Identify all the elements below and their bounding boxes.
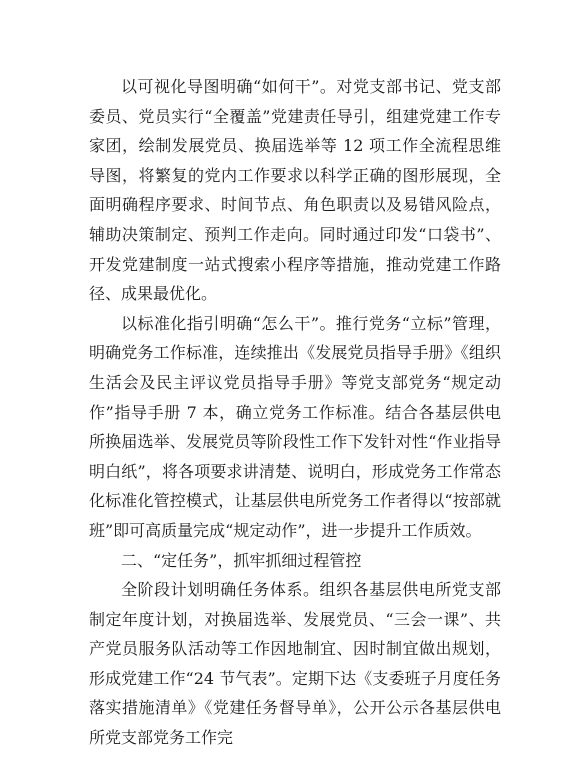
document-body [89,72,501,753]
paragraph-standardization: 以标准化指引明确“怎么干”。推行党务“立标”管理，明确党务工作标准，连续推出《发展党员指导手册》《组织生活会及民主评议党员指导手册》等党支部党务“规定动作”指导手册 7 本，确立党务工作标准。结合各基层供电所换届选举、发展党员等阶段性工作下发针对性“作业指导明白纸”，将各项要求讲清楚、说明白，形成党务工作常态化标准化管控模式，让基层供电所党务工作者得以“按部就班”即可高质量完成“规定动作”，进一步提升工作质效。 [89,313,501,540]
paragraph-visual-guide: 以可视化导图明确“如何干”。对党支部书记、党支部委员、党员实行“全覆盖”党建责任导引，组建党建工作专家团，绘制发展党员、换届选举等 12 项工作全流程思维导图，将繁复的党内工作要求以科学正确的图形展现，全面明确程序要求、时间节点、角色职责以及易错风险点，辅助决策制定、预判工作走向。同时通过印发“口袋书”、开发党建制度一站式搜索小程序等措施，推动党建工作路径、成果最优化。 [89,77,501,304]
paragraph-task-system: 全阶段计划明确任务体系。组织各基层供电所党支部制定年度计划，对换届选举、发展党员、“三会一课”、共产党员服务队活动等工作因地制宜、因时制宜做出规划，形成党建工作“24 节气表”。定期下达《支委班子月度任务落实措施清单》《党建任务督导单》，公开公示各基层供电所党支部党务工作完 [89,580,501,748]
section-heading: 二、“定任务”，抓牢抓细过程管控 [121,550,362,570]
